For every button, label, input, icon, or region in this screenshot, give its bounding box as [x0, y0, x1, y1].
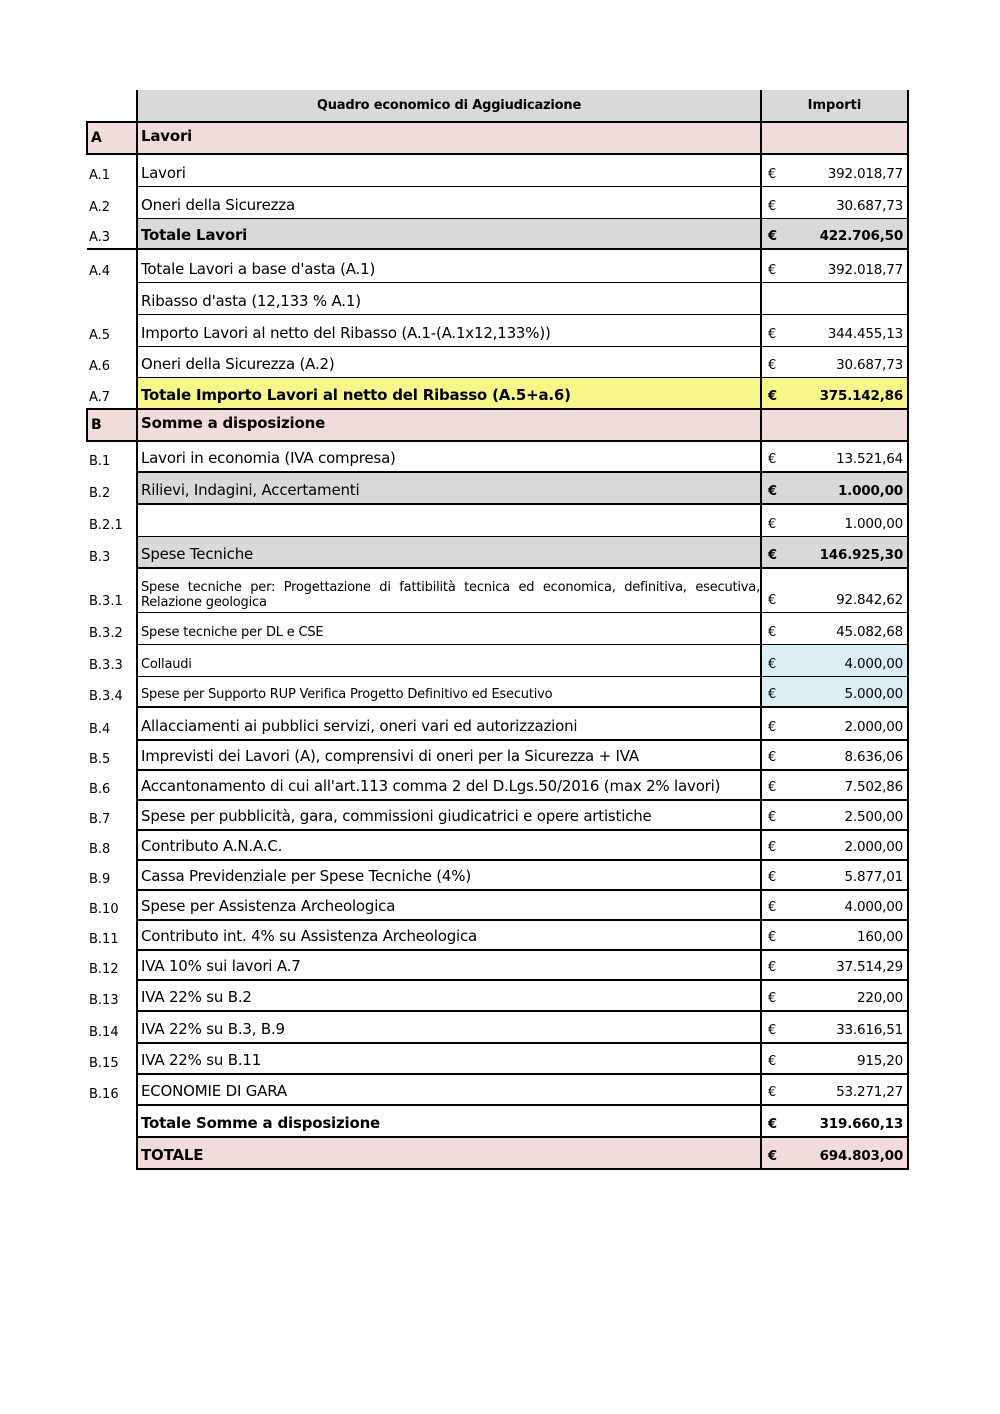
row-amount: 92.842,62: [787, 568, 908, 612]
row-code: B.3.1: [89, 594, 123, 609]
row-code: [87, 282, 137, 314]
row-code: B.15: [89, 1056, 119, 1071]
section-code: B: [87, 409, 137, 441]
row-amount: [787, 282, 908, 314]
table-row: [87, 346, 908, 377]
table-row: [87, 186, 908, 218]
row-amount: 5.877,01: [787, 860, 908, 890]
row-code: B.11: [89, 932, 119, 947]
row-currency: €: [761, 950, 787, 980]
row-currency: €: [761, 186, 787, 218]
row-currency: €: [761, 1137, 787, 1169]
row-currency: €: [761, 644, 787, 676]
table-row: [87, 282, 908, 314]
row-amount: 4.000,00: [787, 890, 908, 920]
table-header-row: [87, 90, 908, 122]
row-code: B.2.1: [89, 518, 123, 533]
row-currency: €: [761, 860, 787, 890]
row-code: [87, 1137, 137, 1169]
row-amount: 2.500,00: [787, 800, 908, 830]
row-code: A.1: [89, 168, 111, 183]
section-label: Somme a disposizione: [137, 409, 761, 441]
table-row: [87, 676, 908, 707]
table-row: [87, 830, 908, 860]
row-code: B.1: [89, 454, 111, 469]
row-code: B.9: [89, 872, 111, 887]
row-amount: 4.000,00: [787, 644, 908, 676]
row-code: A.7: [89, 390, 111, 405]
table-row-total-net: [87, 377, 908, 409]
row-amount: 220,00: [787, 980, 908, 1011]
table-row-total-somme: [87, 1105, 908, 1137]
header-title: Quadro economico di Aggiudicazione: [137, 90, 761, 122]
row-code: B.3.3: [89, 658, 123, 673]
row-label: IVA 22% su B.3, B.9: [137, 1011, 761, 1043]
row-currency: €: [761, 1011, 787, 1043]
row-amount: 5.000,00: [787, 676, 908, 707]
row-label: Contributo A.N.A.C.: [137, 830, 761, 860]
row-label: Rilievi, Indagini, Accertamenti: [137, 472, 761, 504]
row-amount: 53.271,27: [787, 1074, 908, 1105]
row-code: B.14: [89, 1025, 119, 1040]
table-row: [87, 770, 908, 800]
row-label: IVA 22% su B.2: [137, 980, 761, 1011]
table-row: [87, 707, 908, 740]
row-label: IVA 10% sui lavori A.7: [137, 950, 761, 980]
row-code: B.6: [89, 782, 111, 797]
table-row: [87, 740, 908, 770]
row-label: Importo Lavori al netto del Ribasso (A.1-(A.1x12,133%)): [137, 314, 761, 346]
table-row: [87, 1074, 908, 1105]
row-label: Spese tecniche per: Progettazione di fattibilità tecnica ed economica, definitiva, esecutiva, Relazione geologica: [137, 568, 761, 612]
row-amount: 7.502,86: [787, 770, 908, 800]
row-label: Spese per pubblicità, gara, commissioni giudicatrici e opere artistiche: [137, 800, 761, 830]
table-row: [87, 314, 908, 346]
row-code: B.2: [89, 486, 111, 501]
table-row: [87, 890, 908, 920]
section-row-a: [87, 122, 908, 154]
row-label: Contributo int. 4% su Assistenza Archeologica: [137, 920, 761, 950]
table-row: [87, 1011, 908, 1043]
row-amount: 694.803,00: [787, 1137, 908, 1169]
table-row: [87, 920, 908, 950]
row-amount: 45.082,68: [787, 612, 908, 644]
row-amount: 344.455,13: [787, 314, 908, 346]
row-label: Cassa Previdenziale per Spese Tecniche (4%): [137, 860, 761, 890]
table-row: [87, 568, 908, 612]
row-amount: 2.000,00: [787, 830, 908, 860]
row-code: B.8: [89, 842, 111, 857]
row-currency: €: [761, 890, 787, 920]
row-amount: 33.616,51: [787, 1011, 908, 1043]
row-label: Lavori: [137, 154, 761, 186]
row-currency: €: [761, 154, 787, 186]
table-row-group: [87, 536, 908, 568]
row-amount: 37.514,29: [787, 950, 908, 980]
row-label: Collaudi: [137, 644, 761, 676]
table-row-grand-total: [87, 1137, 908, 1169]
row-currency: €: [761, 504, 787, 536]
row-code: B.7: [89, 812, 111, 827]
row-currency: €: [761, 346, 787, 377]
section-amount-cell: [761, 409, 908, 441]
row-amount: 30.687,73: [787, 346, 908, 377]
row-currency: €: [761, 377, 787, 409]
row-amount: 375.142,86: [787, 377, 908, 409]
row-code: A.2: [89, 200, 111, 215]
row-label: Allacciamenti ai pubblici servizi, oneri vari ed autorizzazioni: [137, 707, 761, 740]
row-code: B.10: [89, 902, 119, 917]
row-currency: [761, 282, 787, 314]
row-amount: 422.706,50: [787, 218, 908, 249]
row-code: B.13: [89, 993, 119, 1008]
row-currency: €: [761, 536, 787, 568]
table-row: [87, 1043, 908, 1074]
row-currency: €: [761, 740, 787, 770]
table-row: [87, 800, 908, 830]
row-code: A.4: [89, 264, 111, 279]
row-currency: €: [761, 770, 787, 800]
row-label: Spese per Supporto RUP Verifica Progetto Definitivo ed Esecutivo: [137, 676, 761, 707]
table-row: [87, 980, 908, 1011]
table-row: [87, 154, 908, 186]
row-label: Oneri della Sicurezza (A.2): [137, 346, 761, 377]
row-currency: €: [761, 249, 787, 282]
row-currency: €: [761, 800, 787, 830]
row-label: Totale Somme a disposizione: [137, 1105, 761, 1137]
row-code: A.6: [89, 359, 111, 374]
row-label: IVA 22% su B.11: [137, 1043, 761, 1074]
row-currency: €: [761, 676, 787, 707]
row-label: Lavori in economia (IVA compresa): [137, 441, 761, 472]
row-amount: 1.000,00: [787, 504, 908, 536]
row-currency: €: [761, 568, 787, 612]
row-currency: €: [761, 1043, 787, 1074]
table-row: [87, 860, 908, 890]
header-amounts-label: Importi: [761, 90, 908, 122]
table-row: [87, 441, 908, 472]
row-label: Ribasso d'asta (12,133 % A.1): [137, 282, 761, 314]
row-currency: €: [761, 920, 787, 950]
row-label: TOTALE: [137, 1137, 761, 1169]
row-currency: €: [761, 980, 787, 1011]
row-amount: 2.000,00: [787, 707, 908, 740]
header-code-cell: [87, 90, 137, 122]
row-amount: 146.925,30: [787, 536, 908, 568]
row-amount: 1.000,00: [787, 472, 908, 504]
row-currency: €: [761, 314, 787, 346]
row-amount: 8.636,06: [787, 740, 908, 770]
row-label: Spese per Assistenza Archeologica: [137, 890, 761, 920]
quadro-economico-sheet: [86, 90, 907, 1170]
row-currency: €: [761, 218, 787, 249]
row-amount: 392.018,77: [787, 249, 908, 282]
row-label: Totale Importo Lavori al netto del Ribasso (A.5+a.6): [137, 377, 761, 409]
row-label: Imprevisti dei Lavori (A), comprensivi di oneri per la Sicurezza + IVA: [137, 740, 761, 770]
row-label: ECONOMIE DI GARA: [137, 1074, 761, 1105]
row-code: B.12: [89, 962, 119, 977]
row-code: B.3: [89, 550, 111, 565]
row-amount: 30.687,73: [787, 186, 908, 218]
row-code: B.3.2: [89, 626, 123, 641]
row-label: [137, 504, 761, 536]
table-row: [87, 612, 908, 644]
row-currency: €: [761, 472, 787, 504]
row-code: B.4: [89, 722, 111, 737]
row-code: B.16: [89, 1087, 119, 1102]
row-amount: 392.018,77: [787, 154, 908, 186]
row-label: Totale Lavori: [137, 218, 761, 249]
table-row: [87, 504, 908, 536]
row-label: Totale Lavori a base d'asta (A.1): [137, 249, 761, 282]
row-code: A.3: [87, 218, 137, 249]
quadro-economico-table: [86, 90, 909, 1170]
table-row: [87, 950, 908, 980]
row-amount: 319.660,13: [787, 1105, 908, 1137]
section-row-b: [87, 409, 908, 441]
section-label: Lavori: [137, 122, 761, 154]
table-row: [87, 644, 908, 676]
table-row-group: [87, 472, 908, 504]
row-label: Accantonamento di cui all'art.113 comma 2 del D.Lgs.50/2016 (max 2% lavori): [137, 770, 761, 800]
row-code: B.5: [89, 752, 111, 767]
row-currency: €: [761, 707, 787, 740]
section-code: A: [87, 122, 137, 154]
row-currency: €: [761, 830, 787, 860]
row-amount: 915,20: [787, 1043, 908, 1074]
table-row: [87, 249, 908, 282]
row-amount: 13.521,64: [787, 441, 908, 472]
row-currency: €: [761, 1105, 787, 1137]
section-amount-cell: [761, 122, 908, 154]
row-label: Spese Tecniche: [137, 536, 761, 568]
row-label: Oneri della Sicurezza: [137, 186, 761, 218]
row-code: B.3.4: [89, 689, 123, 704]
row-currency: €: [761, 441, 787, 472]
row-code: [87, 1105, 137, 1137]
row-code: A.5: [89, 328, 111, 343]
row-amount: 160,00: [787, 920, 908, 950]
row-currency: €: [761, 612, 787, 644]
table-row-subtotal: [87, 218, 908, 249]
row-label: Spese tecniche per DL e CSE: [137, 612, 761, 644]
row-currency: €: [761, 1074, 787, 1105]
